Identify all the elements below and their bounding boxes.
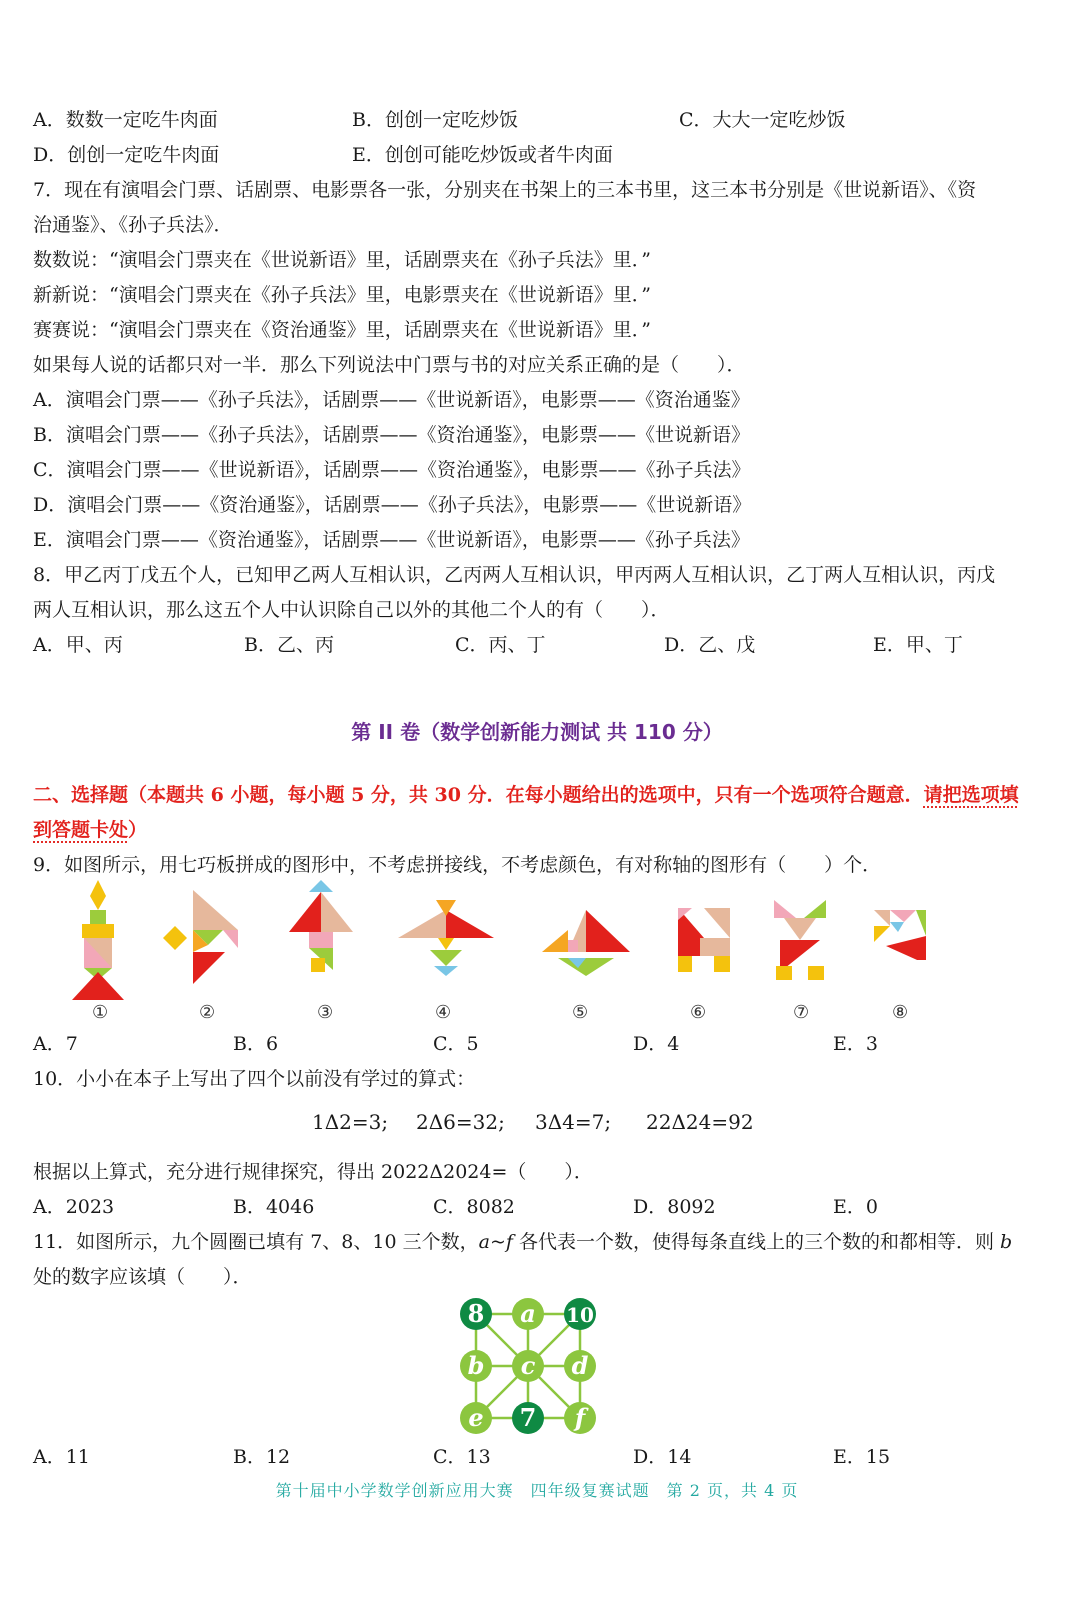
nine-circle-grid: [452, 1296, 608, 1440]
q8-option-c: C．丙、丁: [455, 634, 546, 656]
q11-stem-b: b: [1000, 1231, 1013, 1253]
section2-dotted-1: 请把选项填: [923, 784, 1019, 806]
figure-caption-1: ①: [92, 1002, 109, 1023]
grid-node-label: 8: [467, 1299, 485, 1328]
q10-formula-4: 22Δ24=92: [646, 1110, 754, 1134]
q11-stem-part2: 各代表一个数，使得每条直线上的三个数的和都相等．则: [512, 1231, 1000, 1253]
q9-option-d: D．4: [633, 1033, 680, 1055]
q8-stem-line2: 两人互相认识，那么这五个人中认识除自己以外的其他二个人的有（ ）．: [33, 599, 670, 621]
q11-stem-range: a~f: [478, 1231, 513, 1253]
tangram-figure-6: [674, 880, 734, 980]
page-footer: 第十届中小学数学创新应用大赛 四年级复赛试题 第 2 页，共 4 页: [275, 1481, 799, 1500]
tangram-figure-1: [68, 880, 128, 1002]
q9-option-c: C．5: [433, 1033, 479, 1055]
q7-option-a: A．演唱会门票——《孙子兵法》，话剧票——《世说新语》，电影票——《资治通鉴》: [33, 389, 750, 411]
q7-stem-line2: 治通鉴》、《孙子兵法》．: [33, 214, 233, 236]
figure-caption-7: ⑦: [793, 1002, 810, 1023]
section2-dotted-2: 到答题卡处: [33, 819, 129, 841]
grid-node-label: 7: [519, 1403, 537, 1432]
figure-caption-2: ②: [199, 1002, 216, 1023]
figure-caption-6: ⑥: [690, 1002, 707, 1023]
q6-option-b: B．创创一定吃炒饭: [352, 109, 518, 131]
q8-option-e: E．甲、丁: [873, 634, 963, 656]
q8-option-d: D．乙、戊: [664, 634, 756, 656]
tangram-figure-3: [281, 880, 361, 990]
q11-stem-part1: 11．如图所示，九个圆圈已填有 7、8、10 三个数，: [33, 1231, 479, 1253]
tangram-figure-8: [868, 880, 932, 960]
grid-node-label: c: [520, 1351, 536, 1380]
grid-node-label: b: [467, 1351, 485, 1380]
section2-instructions: [33, 778, 1043, 848]
q11-stem-line1: [33, 1230, 1012, 1254]
q11-stem-line2: 处的数字应该填（ ）．: [33, 1266, 252, 1288]
q8-option-b: B．乙、丙: [244, 634, 334, 656]
figure-caption-4: ④: [435, 1002, 452, 1023]
grid-node-label: a: [520, 1299, 536, 1328]
q7-question: 如果每人说的话都只对一半．那么下列说法中门票与书的对应关系正确的是（ ）．: [33, 354, 746, 376]
q10-stem: 10．小小在本子上写出了四个以前没有学过的算式：: [33, 1068, 476, 1090]
q11-option-b: B．12: [233, 1446, 291, 1468]
grid-node-label: d: [571, 1351, 589, 1380]
q10-option-a: A．2023: [33, 1196, 115, 1218]
q10-option-c: C．8082: [433, 1196, 515, 1218]
q9-option-e: E．3: [833, 1033, 878, 1055]
q6-option-d: D．创创一定吃牛肉面: [33, 144, 220, 166]
q6-option-e: E．创创可能吃炒饭或者牛肉面: [352, 144, 613, 166]
q7-statement-shushu: 数数说：“演唱会门票夹在《世说新语》里，话剧票夹在《孙子兵法》里．”: [33, 249, 651, 271]
grid-node-label: f: [574, 1403, 586, 1432]
q10-option-e: E．0: [833, 1196, 878, 1218]
q7-option-d: D．演唱会门票——《资治通鉴》，话剧票——《孙子兵法》，电影票——《世说新语》: [33, 494, 752, 516]
q10-formula-1: 1Δ2=3;: [312, 1110, 389, 1134]
q6-option-c: C．大大一定吃炒饭: [679, 109, 846, 131]
q6-option-a: A．数数一定吃牛肉面: [33, 109, 218, 131]
q11-option-a: A．11: [33, 1446, 90, 1468]
grid-node-label: e: [468, 1403, 484, 1432]
section2-text: 二、选择题（本题共 6 小题，每小题 5 分，共 30 分．在每小题给出的选项中，只有一个选项符合题意．: [33, 784, 924, 806]
q7-stem-line1: 7．现在有演唱会门票、话剧票、电影票各一张，分别夹在书架上的三本书里，这三本书分别是《世说新语》、《资: [33, 179, 977, 201]
tangram-figure-5: [538, 880, 634, 980]
grid-node-label: 10: [566, 1303, 594, 1327]
q8-option-a: A．甲、丙: [33, 634, 123, 656]
section-heading: 第 II 卷（数学创新能力测试 共 110 分）: [351, 720, 723, 744]
q7-statement-xinxin: 新新说：“演唱会门票夹在《孙子兵法》里，电影票夹在《世说新语》里．”: [33, 284, 651, 306]
q7-option-c: C．演唱会门票——《世说新语》，话剧票——《资治通鉴》，电影票——《孙子兵法》: [33, 459, 751, 481]
q10-option-b: B．4046: [233, 1196, 315, 1218]
q10-formula-3: 3Δ4=7;: [535, 1110, 612, 1134]
tangram-figure-7: [770, 880, 830, 990]
section2-close: ）: [128, 819, 148, 841]
q9-option-a: A．7: [33, 1033, 78, 1055]
figure-caption-8: ⑧: [892, 1002, 909, 1023]
q9-option-b: B．6: [233, 1033, 279, 1055]
q11-option-d: D．14: [633, 1446, 692, 1468]
q7-option-e: E．演唱会门票——《资治通鉴》，话剧票——《世说新语》，电影票——《孙子兵法》: [33, 529, 750, 551]
q9-stem: 9．如图所示，用七巧板拼成的图形中，不考虑拼接线，不考虑颜色，有对称轴的图形有（ ）个．: [33, 854, 882, 876]
tangram-figure-2: [163, 880, 243, 990]
q11-option-c: C．13: [433, 1446, 491, 1468]
q7-statement-saisai: 赛赛说：“演唱会门票夹在《资治通鉴》里，话剧票夹在《世说新语》里．”: [33, 319, 651, 341]
figure-caption-3: ③: [317, 1002, 334, 1023]
q10-question: 根据以上算式，充分进行规律探究，得出 2022Δ2024=（ ）．: [33, 1161, 593, 1183]
q10-formula-2: 2Δ6=32;: [416, 1110, 505, 1134]
q11-option-e: E．15: [833, 1446, 891, 1468]
tangram-figure-4: [398, 880, 494, 980]
q10-option-d: D．8092: [633, 1196, 716, 1218]
q8-stem-line1: 8．甲乙丙丁戊五个人，已知甲乙两人互相认识，乙丙两人互相认识，甲丙两人互相认识，乙丁两人互相认识，丙戊: [33, 564, 996, 586]
figure-caption-5: ⑤: [572, 1002, 589, 1023]
q7-option-b: B．演唱会门票——《孙子兵法》，话剧票——《资治通鉴》，电影票——《世说新语》: [33, 424, 750, 446]
